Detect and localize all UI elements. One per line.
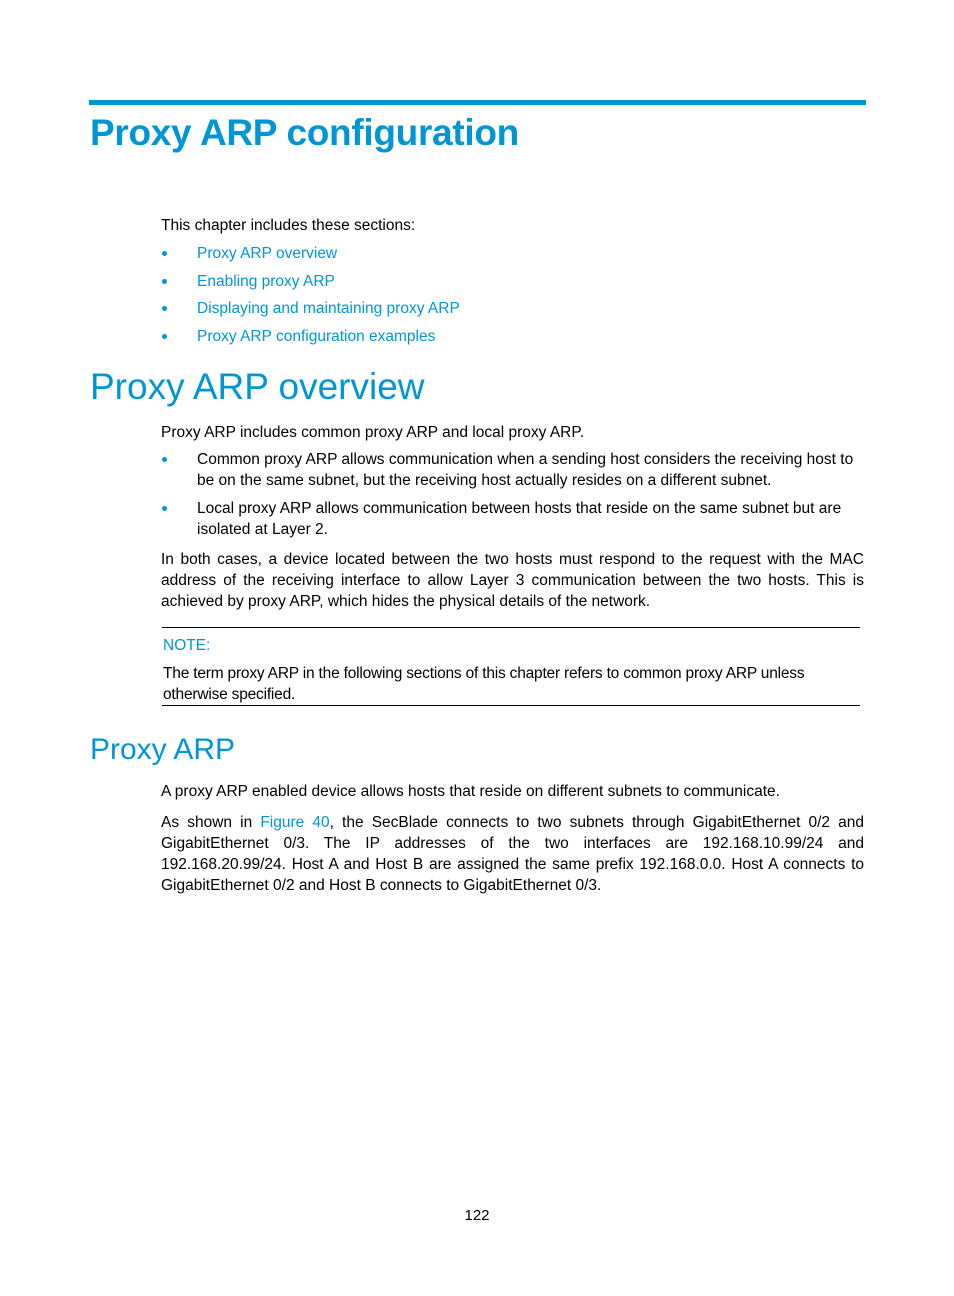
bullet-text: Common proxy ARP allows communication when a sending host considers the receiving host to be on the same subnet, but the receiving host actually resides on a different subnet.	[197, 451, 854, 489]
proxy-arp-paragraph-2	[161, 812, 864, 896]
para2-prefix: As shown in	[161, 814, 261, 831]
bullet-icon	[162, 306, 167, 311]
page-number: 122	[464, 1207, 490, 1224]
overview-intro: Proxy ARP includes common proxy ARP and local proxy ARP.	[161, 424, 585, 441]
proxy-arp-paragraph-1: A proxy ARP enabled device allows hosts that reside on different subnets to communicate.	[161, 783, 780, 800]
bullet-text: Local proxy ARP allows communication between hosts that reside on the same subnet but are isolated at Layer 2.	[197, 500, 842, 538]
bullet-icon	[162, 457, 167, 462]
note-box	[162, 627, 860, 706]
overview-bullet-local	[161, 498, 864, 540]
chapter-rule	[89, 100, 866, 105]
figure-40-link[interactable]: Figure 40	[260, 814, 330, 831]
toc-link-displaying[interactable]: Displaying and maintaining proxy ARP	[197, 300, 460, 317]
overview-heading: Proxy ARP overview	[90, 366, 425, 407]
toc-link-examples[interactable]: Proxy ARP configuration examples	[197, 327, 436, 345]
toc-link-overview[interactable]: Proxy ARP overview	[197, 245, 338, 262]
intro-text: This chapter includes these sections:	[161, 217, 416, 234]
bullet-icon	[162, 251, 167, 256]
toc-link-enabling[interactable]: Enabling proxy ARP	[197, 272, 335, 290]
bullet-icon	[162, 279, 167, 284]
para2-suffix: , the SecBlade connects to two subnets through GigabitEthernet 0/2 and GigabitEthernet 0/3. The IP addresses of the two interfaces are 192.168.10.99/24 and 192.168.20.99/24. Host A and Host B are assigned the same prefix 192.168.0.0. Host A connects to GigabitEthernet 0/2 and Host B connects to GigabitEthernet 0/3.	[161, 814, 865, 894]
overview-bullet-common	[161, 449, 864, 491]
bullet-icon	[162, 506, 167, 511]
chapter-title: Proxy ARP configuration	[90, 112, 519, 153]
note-text: The term proxy ARP in the following sections of this chapter refers to common proxy ARP unless otherwise specified.	[163, 665, 805, 703]
overview-paragraph: In both cases, a device located between the two hosts must respond to the request with the MAC address of the receiving interface to allow Layer 3 communication between the two hosts. This is achieved by proxy ARP, which hides the physical details of the network.	[161, 551, 864, 610]
bullet-icon	[162, 334, 167, 339]
proxy-arp-heading: Proxy ARP	[90, 733, 236, 766]
note-label: NOTE:	[163, 637, 211, 654]
